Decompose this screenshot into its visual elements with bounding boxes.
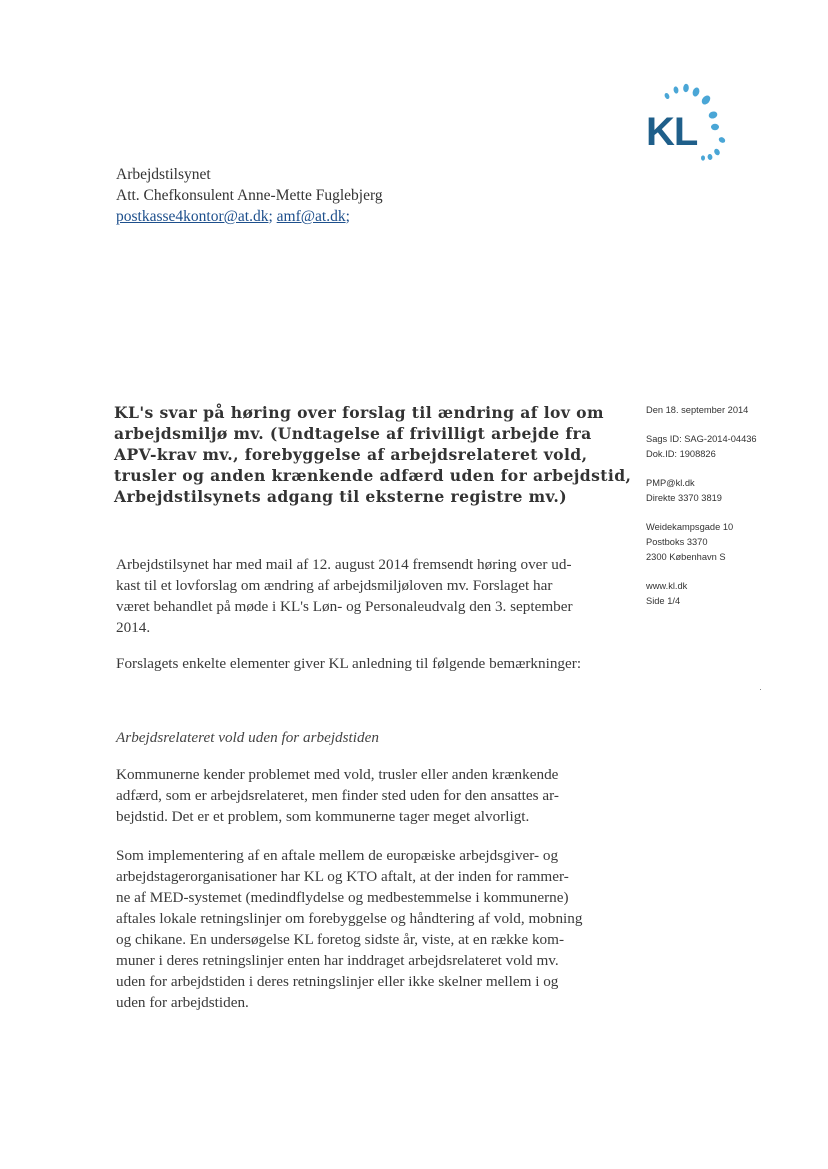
- spacer: [646, 565, 806, 579]
- paragraph-line: aftales lokale retningslinjer om forebyggelse og håndtering af vold, mobning: [116, 910, 583, 927]
- paragraph-line: uden for arbejdstiden i deres retningslinjer eller ikke skelner mellem i og: [116, 973, 559, 990]
- paragraph-implementation: [116, 845, 616, 1013]
- case-id: Sags ID: SAG-2014-04436: [646, 434, 757, 444]
- section-heading: Arbejdsrelateret vold uden for arbejdstiden: [116, 729, 379, 746]
- recipient-attention: Att. Chefkonsulent Anne-Mette Fuglebjerg: [116, 187, 383, 204]
- title-line: Arbejdstilsynets adgang til eksterne registre mv.): [114, 487, 568, 506]
- sender-phone: Direkte 3370 3819: [646, 493, 722, 503]
- paragraph-line: arbejdstagerorganisationer har KL og KTO aftalt, at der inden for rammer-: [116, 868, 569, 885]
- paragraph-line: kast til et lovforslag om ændring af arbejdsmiljøloven mv. Forslaget har: [116, 577, 553, 594]
- paragraph-line: og chikane. En undersøgelse KL foretog sidste år, viste, at en række kom-: [116, 931, 565, 948]
- spacer: [646, 418, 806, 432]
- address-city: 2300 København S: [646, 552, 726, 562]
- title-line: KL's svar på høring over forslag til ændring af lov om: [114, 403, 604, 422]
- email-link-postkasse[interactable]: postkasse4kontor@at.dk: [116, 208, 269, 225]
- paragraph-remarks: [116, 653, 616, 674]
- address-street: Weidekampsgade 10: [646, 522, 734, 532]
- spacer: [646, 506, 806, 520]
- kl-logo-text: KL: [646, 110, 698, 154]
- paragraph-line: 2014.: [116, 619, 151, 636]
- paragraph-line: muner i deres retningslinjer enten har inddraget arbejdsrelateret vold mv.: [116, 952, 559, 969]
- spacer: [646, 462, 806, 476]
- recipient-emails: [116, 206, 383, 227]
- recipient-block: [116, 164, 383, 227]
- email-trailing: ;: [345, 208, 350, 225]
- paragraph-line: uden for arbejdstiden.: [116, 994, 249, 1011]
- document-id: Dok.ID: 1908826: [646, 449, 716, 459]
- title-line: arbejdsmiljø mv. (Undtagelse af frivilligt arbejde fra: [114, 424, 592, 443]
- paragraph-line: Arbejdstilsynet har med mail af 12. august 2014 fremsendt høring over ud-: [116, 556, 572, 573]
- title-line: APV-krav mv., forebyggelse af arbejdsrelateret vold,: [114, 445, 588, 464]
- sender-info-column: [646, 403, 806, 609]
- paragraph-line: været behandlet på møde i KL's Løn- og Personaleudvalg den 3. september: [116, 598, 573, 615]
- letter-title: [114, 402, 632, 507]
- stray-mark: [760, 689, 761, 690]
- paragraph-problem: [116, 764, 616, 827]
- email-separator: ;: [268, 208, 273, 225]
- website[interactable]: www.kl.dk: [646, 581, 688, 591]
- title-line: trusler og anden krænkende adfærd uden for arbejdstid,: [114, 466, 632, 485]
- paragraph-line: bejdstid. Det er et problem, som kommunerne tager meget alvorligt.: [116, 808, 530, 825]
- kl-logo: [640, 80, 740, 170]
- paragraph-line: Kommunerne kender problemet med vold, trusler eller anden krænkende: [116, 766, 559, 783]
- sender-email[interactable]: PMP@kl.dk: [646, 478, 695, 488]
- page-number: Side 1/4: [646, 596, 681, 606]
- email-link-amf[interactable]: amf@at.dk: [276, 208, 346, 225]
- paragraph-line: Forslagets enkelte elementer giver KL anledning til følgende bemærkninger:: [116, 655, 582, 672]
- paragraph-line: adfærd, som er arbejdsrelateret, men finder sted uden for den ansattes ar-: [116, 787, 559, 804]
- letter-date: Den 18. september 2014: [646, 405, 749, 415]
- address-box: Postboks 3370: [646, 537, 708, 547]
- paragraph-intro: [116, 554, 616, 638]
- paragraph-line: ne af MED-systemet (medindflydelse og medbestemmelse i kommunerne): [116, 889, 569, 906]
- recipient-name: Arbejdstilsynet: [116, 166, 211, 183]
- paragraph-line: Som implementering af en aftale mellem de europæiske arbejdsgiver- og: [116, 847, 559, 864]
